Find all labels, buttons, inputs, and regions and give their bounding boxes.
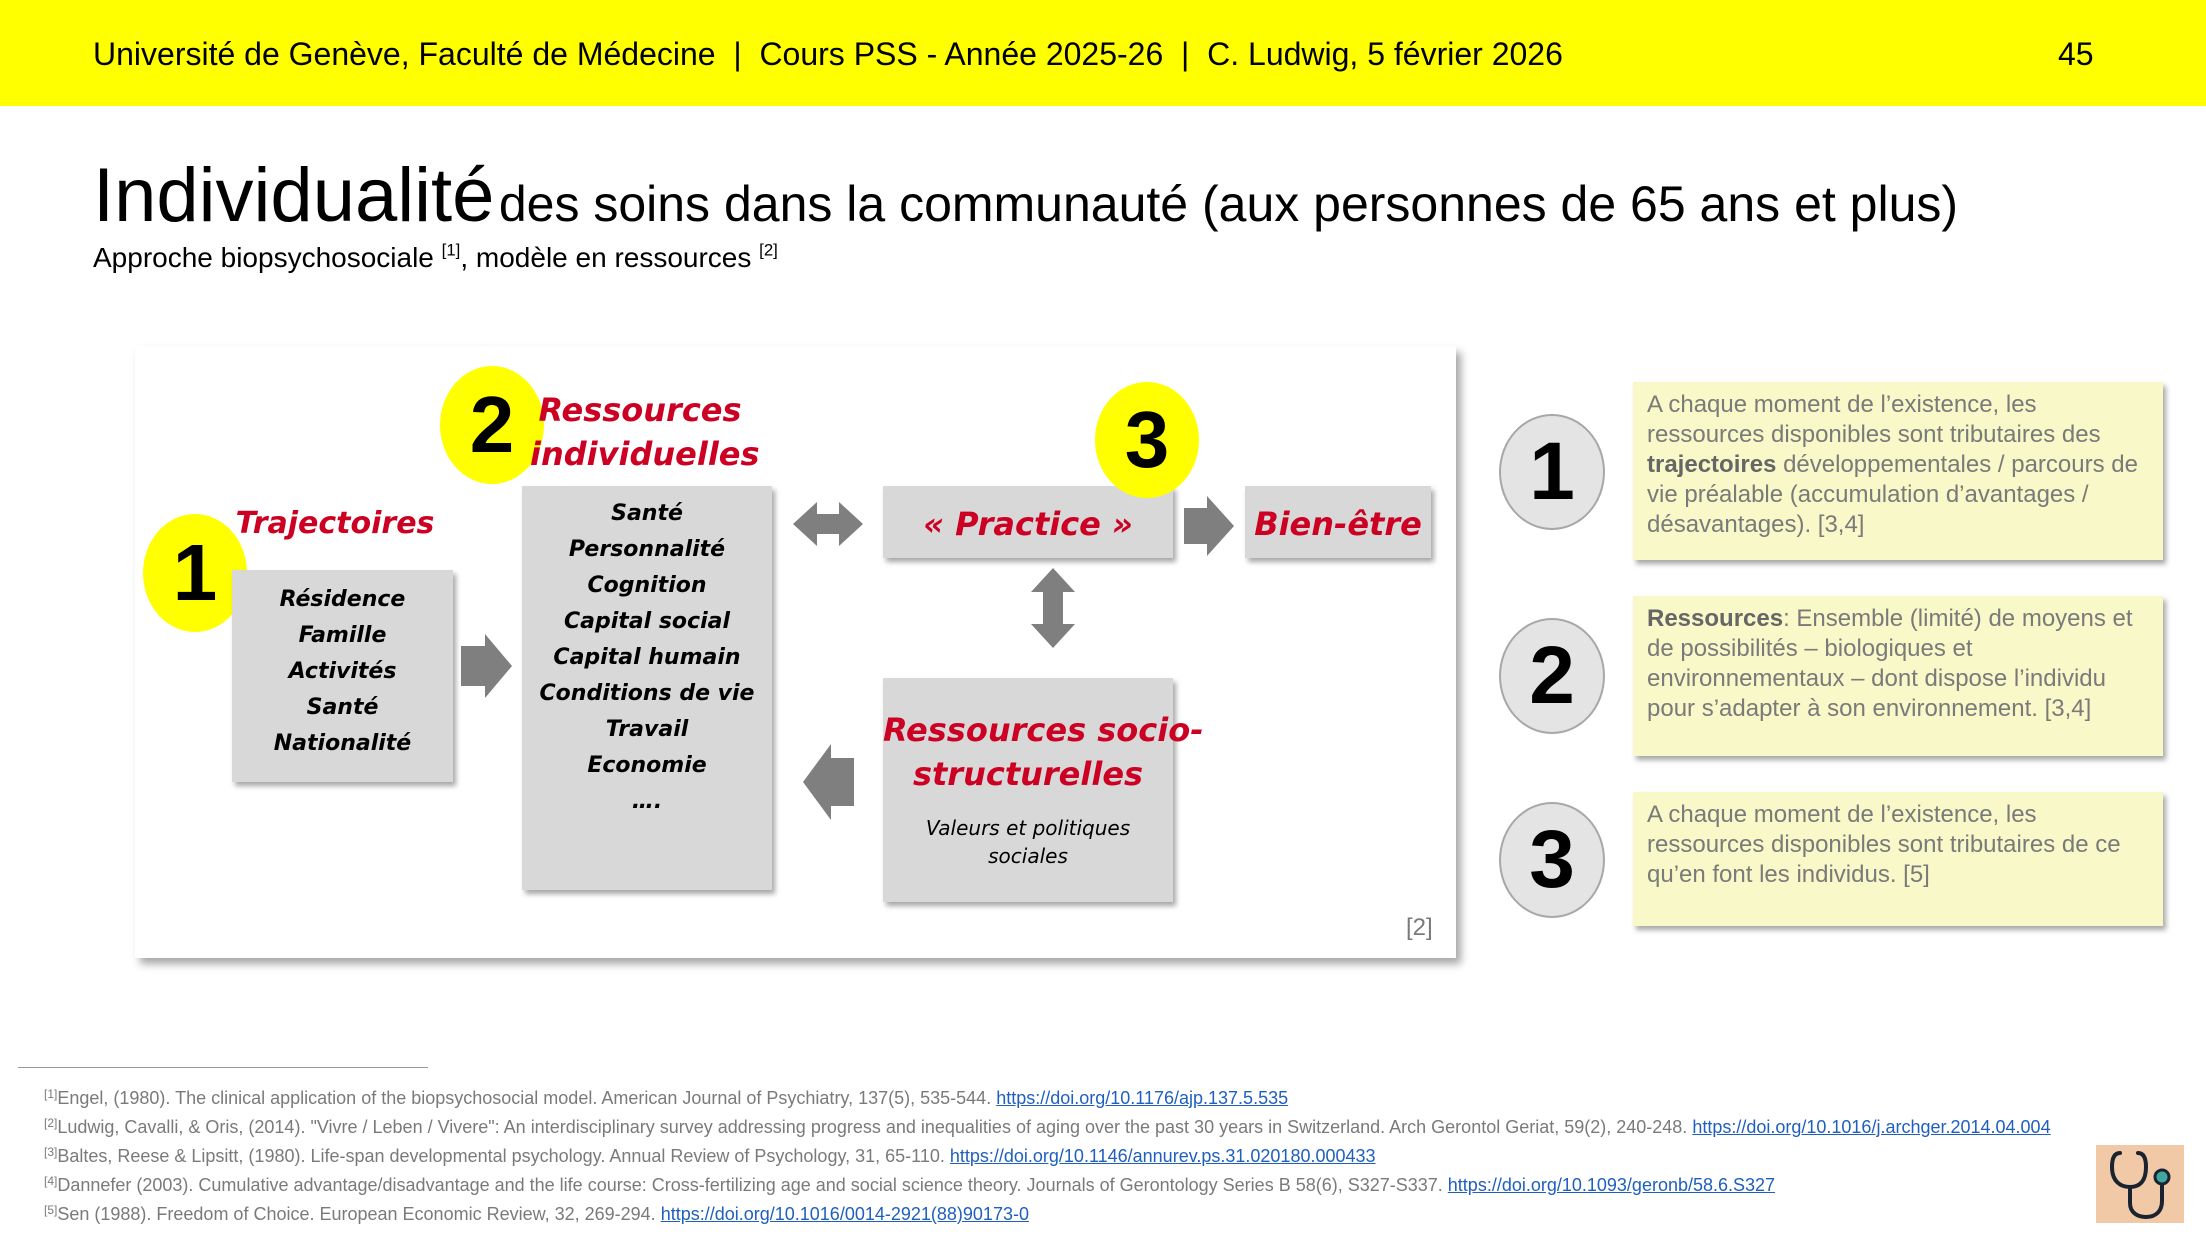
- ressources-individuelles-title-line2: individuelles: [530, 435, 760, 473]
- footnote-text: Sen (1988). Freedom of Choice. European Economic Review, 32, 269-294.: [57, 1204, 661, 1224]
- ressources-individuelles-title: [530, 388, 760, 476]
- trajectoires-item: Activités: [288, 659, 397, 684]
- footnote-link[interactable]: https://doi.org/10.1146/annurev.ps.31.020180.000433: [949, 1146, 1376, 1166]
- footnote-text: Engel, (1980). The clinical application of the biopsychosocial model. American Journal of Psychiatry, 137(5), 535-544.: [57, 1088, 997, 1108]
- subtitle-part2: , modèle en ressources: [460, 242, 760, 273]
- ressources-individuelles-box: [522, 486, 772, 890]
- footnote-link[interactable]: https://doi.org/10.1093/geronb/58.6.S327: [1447, 1175, 1776, 1195]
- ressources-socio-title: [883, 708, 1204, 796]
- number-badge-1: 1: [143, 514, 247, 632]
- footnote-num: [4]: [44, 1174, 58, 1188]
- ressources-item: Santé: [611, 501, 683, 526]
- bien-etre-box: [1245, 486, 1431, 558]
- footnote-link[interactable]: https://doi.org/10.1016/j.archger.2014.04.004: [1692, 1117, 2051, 1137]
- ressources-socio-desc-line1: Valeurs et politiques: [925, 816, 1131, 840]
- subtitle-ref2: [2]: [759, 240, 778, 260]
- slide-title: [93, 152, 1958, 239]
- footnote-text: Ludwig, Cavalli, & Oris, (2014). "Vivre / Leben / Vivere": An interdisciplinary survey addressing progress and inequalities of aging over the past 30 years in Switzerland. Arch Gerontol Geriat, 59(2), 240-248.: [57, 1117, 1693, 1137]
- footnote-link[interactable]: https://doi.org/10.1016/0014-2921(88)90173-0: [660, 1204, 1029, 1224]
- note-number-2: 2: [1499, 618, 1605, 734]
- header-text: Université de Genève, Faculté de Médecine | Cours PSS - Année 2025-26 | C. Ludwig, 5 février 2026: [93, 36, 1563, 72]
- note-2-text-post: : Ensemble (limité) de moyens et de possibilités – biologiques et environnementaux – dont dispose l’individu pour s’adapter à son environnement. [3,4]: [1647, 605, 2133, 722]
- ressources-item: Economie: [587, 753, 707, 778]
- slide-subtitle: [93, 242, 778, 274]
- ressources-item: Cognition: [587, 573, 707, 598]
- note-number-3: 3: [1499, 802, 1605, 918]
- ressources-socio-box: [883, 678, 1204, 902]
- ressources-socio-title-line1: Ressources socio-: [883, 711, 1204, 749]
- note-1-text-post: développementales / parcours de vie préalable (accumulation d’avantages / désavantages). [3,4]: [1647, 451, 2138, 538]
- trajectoires-box: [232, 570, 453, 782]
- footnote: [44, 1146, 1376, 1167]
- practice-box: [883, 486, 1173, 558]
- note-1-bold: trajectoires: [1647, 451, 1777, 478]
- title-rest: des soins dans la communauté (aux personnes de 65 ans et plus): [498, 176, 1959, 232]
- note-2-bold: Ressources: [1647, 605, 1784, 632]
- note-3: [1633, 792, 2163, 926]
- footnote-num: [1]: [44, 1087, 58, 1101]
- arrow-right-1: [461, 634, 512, 698]
- bien-etre-label: Bien-être: [1254, 505, 1422, 543]
- footnote-text: Baltes, Reese & Lipsitt, (1980). Life-span developmental psychology. Annual Review of Psychology, 31, 65-110.: [57, 1146, 950, 1166]
- ressources-item: Capital humain: [553, 645, 741, 670]
- footnote-num: [3]: [44, 1145, 58, 1159]
- stethoscope-logo: [2096, 1145, 2184, 1223]
- note-number-1: 1: [1499, 414, 1605, 530]
- footnote-num: [2]: [44, 1116, 58, 1130]
- ressources-item: Capital social: [563, 609, 731, 634]
- practice-label: « Practice »: [923, 505, 1133, 543]
- footnote-text: Dannefer (2003). Cumulative advantage/disadvantage and the life course: Cross-fertilizing age and social science theory. Journals of Gerontology Series B 58(6), S327-S337.: [57, 1175, 1448, 1195]
- ressources-item: Personnalité: [568, 537, 726, 562]
- ressources-item: ….: [631, 789, 663, 814]
- arrow-right-2: [1184, 496, 1234, 556]
- header-bar: [0, 0, 2206, 106]
- footnote: [44, 1175, 1775, 1196]
- trajectoires-item: Santé: [306, 695, 379, 720]
- ressources-socio-desc-line2: sociales: [988, 844, 1068, 868]
- footnote-link[interactable]: https://doi.org/10.1176/ajp.137.5.535: [996, 1088, 1289, 1108]
- footnote: [44, 1204, 1029, 1225]
- footnote-separator: [18, 1067, 428, 1068]
- footnote: [44, 1117, 2051, 1138]
- trajectoires-item: Famille: [298, 623, 387, 648]
- arrow-double-vertical: [1031, 568, 1075, 648]
- ressources-individuelles-title-line1: Ressources: [538, 391, 742, 429]
- number-badge-2: 2: [440, 366, 544, 484]
- ressources-item: Conditions de vie: [539, 681, 755, 706]
- page-number: 45: [2058, 36, 2094, 72]
- footnote: [44, 1088, 1288, 1109]
- diagram-reference: [2]: [1406, 914, 1433, 941]
- note-1: [1633, 382, 2163, 560]
- trajectoires-item: Nationalité: [273, 731, 412, 756]
- note-1-text-pre: A chaque moment de l’existence, les ressources disponibles sont tributaires des: [1647, 391, 2101, 448]
- trajectoires-item: Résidence: [279, 587, 406, 612]
- footnote-num: [5]: [44, 1203, 58, 1217]
- note-3-text-post: A chaque moment de l’existence, les ressources disponibles sont tributaires de ce qu’en font les individus. [5]: [1647, 801, 2121, 888]
- subtitle-part1: Approche biopsychosociale: [93, 242, 442, 273]
- note-2: [1633, 596, 2163, 756]
- stethoscope-icon: [2096, 1145, 2184, 1223]
- subtitle-ref1: [1]: [441, 240, 461, 260]
- resource-model-diagram: [135, 346, 1456, 958]
- ressources-socio-desc: [883, 814, 1173, 870]
- trajectoires-title: Trajectoires: [235, 506, 435, 541]
- arrow-left: [803, 744, 854, 820]
- ressources-item: Travail: [605, 717, 689, 742]
- arrow-double-horizontal: [793, 502, 863, 546]
- ressources-socio-title-line2: structurelles: [912, 755, 1144, 793]
- title-main: Individualité: [93, 153, 495, 238]
- number-badge-3: 3: [1095, 382, 1199, 498]
